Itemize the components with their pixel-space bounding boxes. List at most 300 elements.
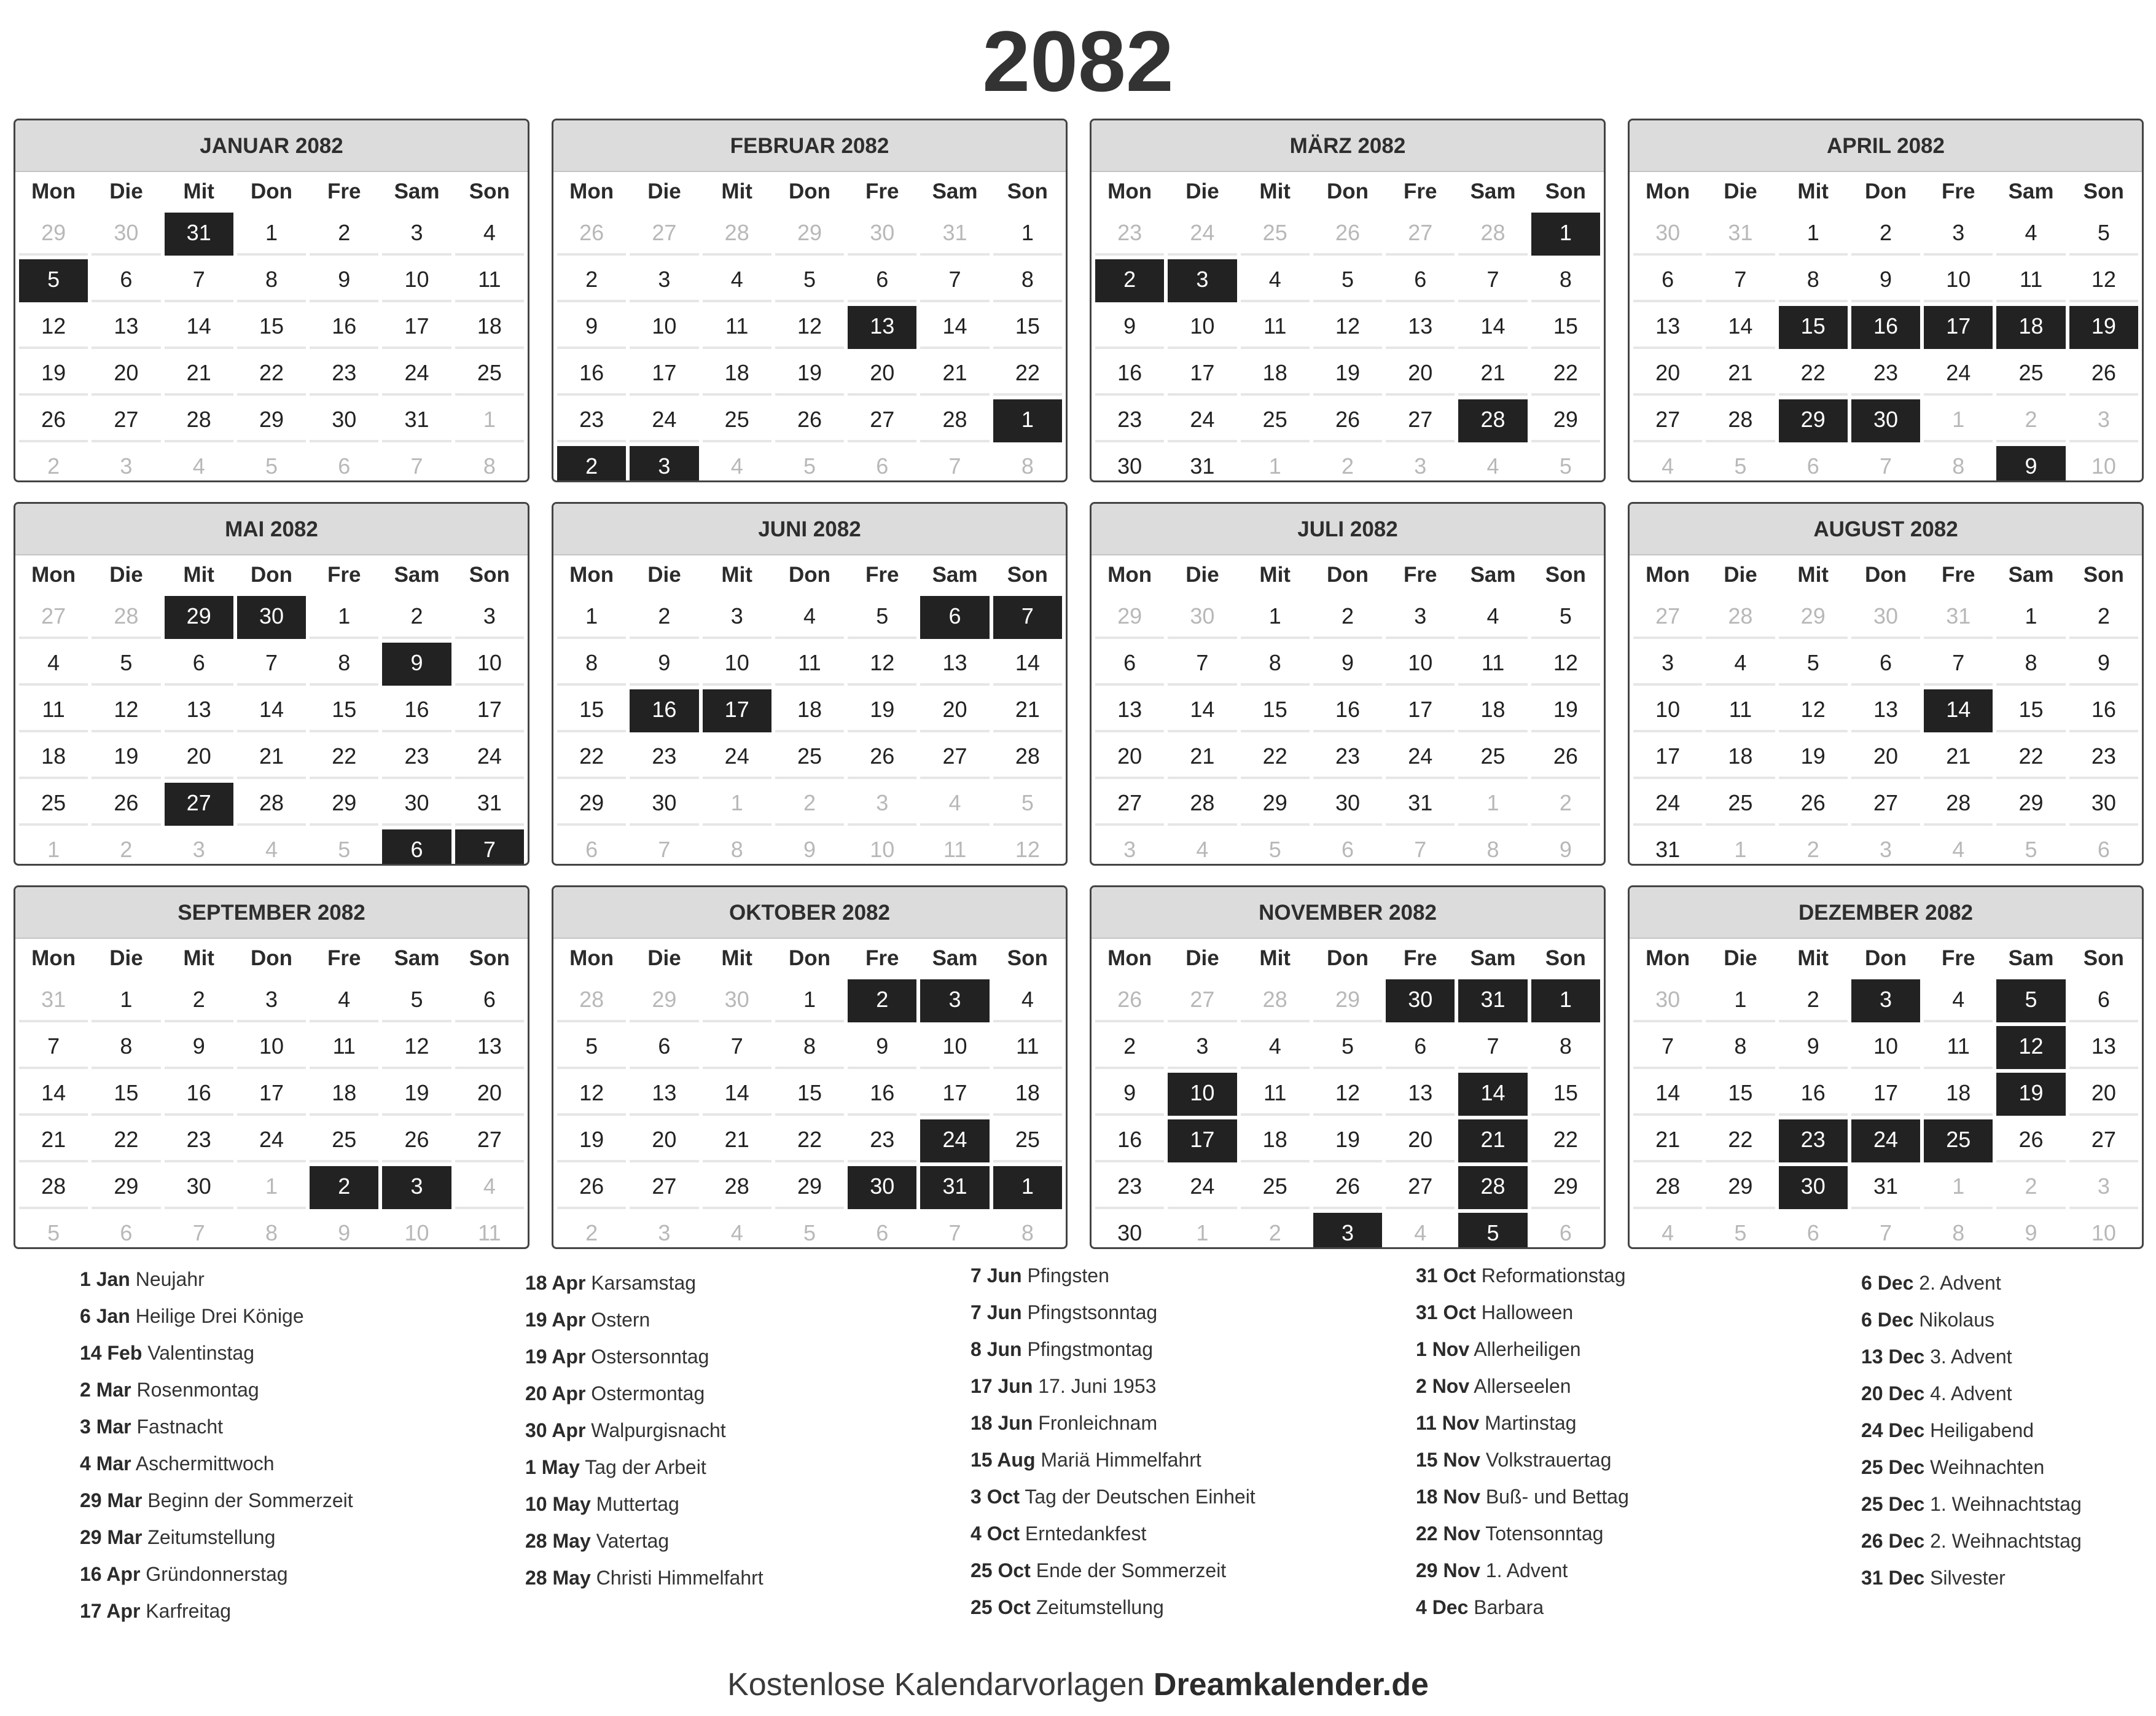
day-cell[interactable]: 10 <box>455 643 524 686</box>
day-cell[interactable]: 7 <box>1458 1026 1527 1069</box>
day-cell[interactable]: 2 <box>310 213 378 256</box>
day-cell-outside[interactable]: 4 <box>237 829 306 866</box>
day-cell-outside[interactable]: 30 <box>92 213 160 256</box>
day-cell[interactable]: 30 <box>382 783 451 826</box>
day-cell[interactable]: 25 <box>775 736 844 779</box>
day-cell[interactable]: 8 <box>1996 643 2065 686</box>
day-cell[interactable]: 16 <box>310 306 378 349</box>
day-cell-outside[interactable]: 29 <box>1313 979 1382 1022</box>
day-cell-highlighted[interactable]: 9 <box>382 643 451 686</box>
day-cell[interactable]: 27 <box>455 1119 524 1162</box>
day-cell[interactable]: 3 <box>1924 213 1993 256</box>
day-cell[interactable]: 10 <box>630 306 698 349</box>
day-cell[interactable]: 23 <box>310 353 378 396</box>
day-cell-outside[interactable]: 6 <box>310 446 378 482</box>
day-cell[interactable]: 22 <box>1779 353 1848 396</box>
day-cell[interactable]: 7 <box>19 1026 88 1069</box>
day-cell-outside[interactable]: 5 <box>1241 829 1310 866</box>
day-cell[interactable]: 10 <box>1851 1026 1920 1069</box>
day-cell[interactable]: 4 <box>1706 643 1775 686</box>
day-cell[interactable]: 26 <box>92 783 160 826</box>
day-cell[interactable]: 23 <box>630 736 698 779</box>
day-cell[interactable]: 18 <box>775 689 844 732</box>
day-cell[interactable]: 16 <box>1095 353 1164 396</box>
day-cell-highlighted[interactable]: 5 <box>1996 979 2065 1022</box>
day-cell[interactable]: 21 <box>1924 736 1993 779</box>
day-cell-outside[interactable]: 30 <box>1168 596 1236 639</box>
day-cell-highlighted[interactable]: 17 <box>703 689 771 732</box>
day-cell-outside[interactable]: 3 <box>165 829 233 866</box>
day-cell[interactable]: 22 <box>237 353 306 396</box>
day-cell-outside[interactable]: 8 <box>993 446 1062 482</box>
day-cell[interactable]: 1 <box>993 213 1062 256</box>
day-cell[interactable]: 21 <box>19 1119 88 1162</box>
day-cell[interactable]: 21 <box>165 353 233 396</box>
day-cell[interactable]: 17 <box>382 306 451 349</box>
day-cell[interactable]: 11 <box>1924 1026 1993 1069</box>
day-cell-highlighted[interactable]: 6 <box>920 596 989 639</box>
day-cell-highlighted[interactable]: 19 <box>2069 306 2138 349</box>
day-cell[interactable]: 12 <box>19 306 88 349</box>
day-cell[interactable]: 12 <box>775 306 844 349</box>
day-cell[interactable]: 5 <box>1779 643 1848 686</box>
day-cell-outside[interactable]: 27 <box>1168 979 1236 1022</box>
day-cell[interactable]: 21 <box>1458 353 1527 396</box>
day-cell[interactable]: 12 <box>382 1026 451 1069</box>
day-cell[interactable]: 1 <box>557 596 626 639</box>
day-cell-outside[interactable]: 9 <box>1996 1213 2065 1249</box>
day-cell[interactable]: 5 <box>557 1026 626 1069</box>
day-cell[interactable]: 17 <box>1633 736 1702 779</box>
day-cell[interactable]: 14 <box>1633 1073 1702 1116</box>
day-cell[interactable]: 22 <box>1996 736 2065 779</box>
day-cell[interactable]: 31 <box>455 783 524 826</box>
day-cell[interactable]: 21 <box>237 736 306 779</box>
day-cell[interactable]: 30 <box>630 783 698 826</box>
day-cell[interactable]: 9 <box>165 1026 233 1069</box>
day-cell[interactable]: 9 <box>1779 1026 1848 1069</box>
day-cell-outside[interactable]: 10 <box>848 829 916 866</box>
day-cell[interactable]: 27 <box>920 736 989 779</box>
day-cell[interactable]: 23 <box>848 1119 916 1162</box>
day-cell-outside[interactable]: 7 <box>1386 829 1455 866</box>
day-cell-outside[interactable]: 29 <box>19 213 88 256</box>
day-cell[interactable]: 28 <box>19 1166 88 1209</box>
day-cell[interactable]: 12 <box>1531 643 1600 686</box>
day-cell-outside[interactable]: 6 <box>557 829 626 866</box>
day-cell[interactable]: 20 <box>630 1119 698 1162</box>
day-cell[interactable]: 28 <box>1633 1166 1702 1209</box>
day-cell[interactable]: 9 <box>557 306 626 349</box>
day-cell[interactable]: 11 <box>1241 1073 1310 1116</box>
day-cell[interactable]: 11 <box>455 259 524 302</box>
day-cell[interactable]: 25 <box>1241 399 1310 442</box>
day-cell-outside[interactable]: 29 <box>775 213 844 256</box>
day-cell-outside[interactable]: 27 <box>19 596 88 639</box>
day-cell[interactable]: 24 <box>237 1119 306 1162</box>
day-cell[interactable]: 15 <box>557 689 626 732</box>
day-cell[interactable]: 25 <box>1241 1166 1310 1209</box>
day-cell[interactable]: 13 <box>1851 689 1920 732</box>
day-cell[interactable]: 8 <box>1779 259 1848 302</box>
day-cell[interactable]: 1 <box>1706 979 1775 1022</box>
day-cell-highlighted[interactable]: 31 <box>1458 979 1527 1022</box>
day-cell[interactable]: 9 <box>1095 306 1164 349</box>
day-cell[interactable]: 26 <box>557 1166 626 1209</box>
day-cell-outside[interactable]: 5 <box>1996 829 2065 866</box>
day-cell[interactable]: 27 <box>1633 399 1702 442</box>
day-cell[interactable]: 16 <box>1779 1073 1848 1116</box>
day-cell[interactable]: 8 <box>775 1026 844 1069</box>
day-cell[interactable]: 14 <box>1168 689 1236 732</box>
day-cell-highlighted[interactable]: 30 <box>1851 399 1920 442</box>
day-cell[interactable]: 10 <box>920 1026 989 1069</box>
day-cell[interactable]: 1 <box>1779 213 1848 256</box>
day-cell-outside[interactable]: 12 <box>993 829 1062 866</box>
day-cell[interactable]: 14 <box>1458 306 1527 349</box>
day-cell[interactable]: 25 <box>310 1119 378 1162</box>
day-cell[interactable]: 11 <box>703 306 771 349</box>
day-cell-outside[interactable]: 4 <box>1924 829 1993 866</box>
day-cell[interactable]: 4 <box>1241 1026 1310 1069</box>
day-cell[interactable]: 30 <box>1095 446 1164 482</box>
day-cell-outside[interactable]: 5 <box>1706 1213 1775 1249</box>
day-cell[interactable]: 2 <box>165 979 233 1022</box>
day-cell-outside[interactable]: 4 <box>1386 1213 1455 1249</box>
day-cell[interactable]: 12 <box>557 1073 626 1116</box>
day-cell[interactable]: 15 <box>1241 689 1310 732</box>
day-cell[interactable]: 30 <box>165 1166 233 1209</box>
day-cell[interactable]: 29 <box>1706 1166 1775 1209</box>
day-cell-outside[interactable]: 3 <box>848 783 916 826</box>
day-cell[interactable]: 25 <box>1706 783 1775 826</box>
day-cell[interactable]: 2 <box>1095 1026 1164 1069</box>
day-cell-outside[interactable]: 5 <box>19 1213 88 1249</box>
day-cell-outside[interactable]: 3 <box>1851 829 1920 866</box>
day-cell-outside[interactable]: 7 <box>630 829 698 866</box>
day-cell-outside[interactable]: 7 <box>1851 446 1920 482</box>
day-cell[interactable]: 25 <box>1996 353 2065 396</box>
day-cell[interactable]: 17 <box>1851 1073 1920 1116</box>
day-cell[interactable]: 24 <box>703 736 771 779</box>
day-cell-outside[interactable]: 31 <box>19 979 88 1022</box>
day-cell-outside[interactable]: 4 <box>1633 446 1702 482</box>
day-cell[interactable]: 7 <box>1168 643 1236 686</box>
day-cell[interactable]: 17 <box>237 1073 306 1116</box>
day-cell[interactable]: 11 <box>1241 306 1310 349</box>
day-cell[interactable]: 25 <box>19 783 88 826</box>
day-cell[interactable]: 25 <box>455 353 524 396</box>
day-cell[interactable]: 28 <box>993 736 1062 779</box>
day-cell[interactable]: 19 <box>382 1073 451 1116</box>
day-cell[interactable]: 24 <box>1386 736 1455 779</box>
day-cell[interactable]: 22 <box>1531 353 1600 396</box>
day-cell[interactable]: 4 <box>1924 979 1993 1022</box>
day-cell[interactable]: 18 <box>1458 689 1527 732</box>
day-cell-highlighted[interactable]: 17 <box>1168 1119 1236 1162</box>
day-cell[interactable]: 19 <box>1531 689 1600 732</box>
day-cell[interactable]: 1 <box>310 596 378 639</box>
day-cell[interactable]: 27 <box>630 1166 698 1209</box>
day-cell[interactable]: 5 <box>2069 213 2138 256</box>
day-cell[interactable]: 4 <box>1458 596 1527 639</box>
day-cell[interactable]: 23 <box>1095 1166 1164 1209</box>
day-cell-outside[interactable]: 5 <box>310 829 378 866</box>
day-cell-highlighted[interactable]: 31 <box>165 213 233 256</box>
day-cell[interactable]: 24 <box>1168 1166 1236 1209</box>
day-cell[interactable]: 4 <box>775 596 844 639</box>
day-cell[interactable]: 10 <box>237 1026 306 1069</box>
day-cell-outside[interactable]: 9 <box>310 1213 378 1249</box>
day-cell[interactable]: 23 <box>1095 399 1164 442</box>
day-cell[interactable]: 10 <box>1924 259 1993 302</box>
day-cell-outside[interactable]: 1 <box>1924 1166 1993 1209</box>
day-cell-highlighted[interactable]: 1 <box>1531 213 1600 256</box>
day-cell-outside[interactable]: 6 <box>848 1213 916 1249</box>
day-cell[interactable]: 16 <box>165 1073 233 1116</box>
day-cell[interactable]: 30 <box>310 399 378 442</box>
day-cell[interactable]: 15 <box>775 1073 844 1116</box>
day-cell-outside[interactable]: 5 <box>237 446 306 482</box>
day-cell-outside[interactable]: 30 <box>1633 979 1702 1022</box>
day-cell-highlighted[interactable]: 9 <box>1996 446 2065 482</box>
day-cell[interactable]: 22 <box>1706 1119 1775 1162</box>
day-cell-outside[interactable]: 11 <box>920 829 989 866</box>
day-cell-highlighted[interactable]: 1 <box>993 399 1062 442</box>
day-cell[interactable]: 11 <box>1458 643 1527 686</box>
day-cell-highlighted[interactable]: 18 <box>1996 306 2065 349</box>
day-cell[interactable]: 27 <box>2069 1119 2138 1162</box>
footer-brand[interactable]: Dreamkalender.de <box>1153 1667 1429 1702</box>
day-cell-highlighted[interactable]: 19 <box>1996 1073 2065 1116</box>
day-cell[interactable]: 17 <box>920 1073 989 1116</box>
day-cell[interactable]: 23 <box>557 399 626 442</box>
day-cell-outside[interactable]: 7 <box>382 446 451 482</box>
day-cell[interactable]: 15 <box>237 306 306 349</box>
day-cell-outside[interactable]: 2 <box>557 1213 626 1249</box>
day-cell[interactable]: 26 <box>1531 736 1600 779</box>
day-cell[interactable]: 29 <box>1996 783 2065 826</box>
day-cell-outside[interactable]: 2 <box>1779 829 1848 866</box>
day-cell-highlighted[interactable]: 10 <box>1168 1073 1236 1116</box>
day-cell-outside[interactable]: 2 <box>1996 399 2065 442</box>
day-cell[interactable]: 21 <box>1706 353 1775 396</box>
day-cell[interactable]: 27 <box>1386 399 1455 442</box>
day-cell-highlighted[interactable]: 30 <box>848 1166 916 1209</box>
day-cell[interactable]: 26 <box>848 736 916 779</box>
day-cell[interactable]: 22 <box>775 1119 844 1162</box>
day-cell[interactable]: 29 <box>310 783 378 826</box>
day-cell[interactable]: 15 <box>310 689 378 732</box>
day-cell-highlighted[interactable]: 28 <box>1458 399 1527 442</box>
day-cell-highlighted[interactable]: 3 <box>382 1166 451 1209</box>
day-cell[interactable]: 15 <box>993 306 1062 349</box>
day-cell[interactable]: 17 <box>455 689 524 732</box>
day-cell[interactable]: 5 <box>848 596 916 639</box>
day-cell-outside[interactable]: 27 <box>1633 596 1702 639</box>
day-cell-highlighted[interactable]: 6 <box>382 829 451 866</box>
day-cell-outside[interactable]: 8 <box>1924 446 1993 482</box>
day-cell[interactable]: 25 <box>703 399 771 442</box>
day-cell[interactable]: 15 <box>1996 689 2065 732</box>
day-cell[interactable]: 18 <box>1924 1073 1993 1116</box>
day-cell-outside[interactable]: 10 <box>2069 1213 2138 1249</box>
day-cell[interactable]: 20 <box>1386 353 1455 396</box>
day-cell[interactable]: 27 <box>92 399 160 442</box>
day-cell[interactable]: 17 <box>1168 353 1236 396</box>
day-cell-highlighted[interactable]: 21 <box>1458 1119 1527 1162</box>
day-cell[interactable]: 2 <box>557 259 626 302</box>
day-cell-outside[interactable]: 27 <box>630 213 698 256</box>
day-cell-outside[interactable]: 4 <box>455 1166 524 1209</box>
day-cell-outside[interactable]: 24 <box>1168 213 1236 256</box>
day-cell[interactable]: 23 <box>1313 736 1382 779</box>
day-cell[interactable]: 26 <box>1996 1119 2065 1162</box>
day-cell-outside[interactable]: 2 <box>1241 1213 1310 1249</box>
day-cell[interactable]: 1 <box>775 979 844 1022</box>
day-cell[interactable]: 19 <box>557 1119 626 1162</box>
day-cell[interactable]: 3 <box>382 213 451 256</box>
day-cell[interactable]: 26 <box>19 399 88 442</box>
day-cell-outside[interactable]: 6 <box>1779 1213 1848 1249</box>
day-cell[interactable]: 24 <box>1168 399 1236 442</box>
day-cell-outside[interactable]: 30 <box>1633 213 1702 256</box>
day-cell-outside[interactable]: 3 <box>92 446 160 482</box>
day-cell[interactable]: 1 <box>92 979 160 1022</box>
day-cell[interactable]: 20 <box>2069 1073 2138 1116</box>
day-cell-outside[interactable]: 8 <box>703 829 771 866</box>
day-cell[interactable]: 13 <box>1386 1073 1455 1116</box>
day-cell[interactable]: 12 <box>1779 689 1848 732</box>
day-cell[interactable]: 8 <box>310 643 378 686</box>
day-cell[interactable]: 31 <box>1168 446 1236 482</box>
day-cell[interactable]: 29 <box>1531 1166 1600 1209</box>
day-cell[interactable]: 27 <box>1851 783 1920 826</box>
day-cell[interactable]: 6 <box>1095 643 1164 686</box>
day-cell[interactable]: 13 <box>1386 306 1455 349</box>
day-cell-highlighted[interactable]: 3 <box>1168 259 1236 302</box>
day-cell[interactable]: 14 <box>237 689 306 732</box>
day-cell-highlighted[interactable]: 2 <box>557 446 626 482</box>
day-cell[interactable]: 9 <box>2069 643 2138 686</box>
day-cell-highlighted[interactable]: 30 <box>1779 1166 1848 1209</box>
day-cell[interactable]: 21 <box>1168 736 1236 779</box>
day-cell[interactable]: 16 <box>848 1073 916 1116</box>
day-cell[interactable]: 28 <box>165 399 233 442</box>
day-cell[interactable]: 18 <box>310 1073 378 1116</box>
day-cell[interactable]: 19 <box>1313 1119 1382 1162</box>
day-cell-outside[interactable]: 4 <box>703 446 771 482</box>
day-cell-highlighted[interactable]: 30 <box>237 596 306 639</box>
day-cell-highlighted[interactable]: 3 <box>1851 979 1920 1022</box>
day-cell-highlighted[interactable]: 24 <box>920 1119 989 1162</box>
day-cell[interactable]: 3 <box>237 979 306 1022</box>
day-cell[interactable]: 3 <box>1386 596 1455 639</box>
day-cell-outside[interactable]: 5 <box>775 1213 844 1249</box>
day-cell[interactable]: 2 <box>1851 213 1920 256</box>
day-cell-outside[interactable]: 2 <box>19 446 88 482</box>
day-cell[interactable]: 17 <box>630 353 698 396</box>
day-cell-outside[interactable]: 6 <box>1779 446 1848 482</box>
day-cell[interactable]: 3 <box>703 596 771 639</box>
day-cell[interactable]: 10 <box>1633 689 1702 732</box>
day-cell[interactable]: 5 <box>92 643 160 686</box>
day-cell[interactable]: 29 <box>92 1166 160 1209</box>
day-cell[interactable]: 13 <box>1633 306 1702 349</box>
day-cell[interactable]: 2 <box>1313 596 1382 639</box>
day-cell[interactable]: 19 <box>1779 736 1848 779</box>
day-cell[interactable]: 4 <box>310 979 378 1022</box>
day-cell-outside[interactable]: 1 <box>237 1166 306 1209</box>
day-cell-outside[interactable]: 6 <box>92 1213 160 1249</box>
day-cell-highlighted[interactable]: 7 <box>455 829 524 866</box>
day-cell[interactable]: 19 <box>775 353 844 396</box>
day-cell[interactable]: 20 <box>1851 736 1920 779</box>
day-cell[interactable]: 11 <box>993 1026 1062 1069</box>
day-cell[interactable]: 20 <box>1095 736 1164 779</box>
day-cell-outside[interactable]: 8 <box>1458 829 1527 866</box>
day-cell[interactable]: 20 <box>455 1073 524 1116</box>
day-cell[interactable]: 26 <box>382 1119 451 1162</box>
day-cell[interactable]: 8 <box>92 1026 160 1069</box>
day-cell[interactable]: 28 <box>703 1166 771 1209</box>
day-cell-outside[interactable]: 8 <box>993 1213 1062 1249</box>
day-cell[interactable]: 26 <box>2069 353 2138 396</box>
day-cell[interactable]: 30 <box>2069 783 2138 826</box>
day-cell-outside[interactable]: 10 <box>382 1213 451 1249</box>
day-cell[interactable]: 20 <box>92 353 160 396</box>
day-cell-outside[interactable]: 1 <box>455 399 524 442</box>
day-cell-outside[interactable]: 1 <box>1924 399 1993 442</box>
day-cell[interactable]: 21 <box>993 689 1062 732</box>
day-cell[interactable]: 8 <box>1241 643 1310 686</box>
day-cell[interactable]: 22 <box>92 1119 160 1162</box>
day-cell-outside[interactable]: 1 <box>1168 1213 1236 1249</box>
day-cell-outside[interactable]: 25 <box>1241 213 1310 256</box>
day-cell[interactable]: 4 <box>19 643 88 686</box>
day-cell[interactable]: 4 <box>703 259 771 302</box>
day-cell-outside[interactable]: 28 <box>1458 213 1527 256</box>
day-cell[interactable]: 29 <box>237 399 306 442</box>
day-cell[interactable]: 10 <box>382 259 451 302</box>
day-cell-outside[interactable]: 2 <box>1313 446 1382 482</box>
day-cell[interactable]: 28 <box>920 399 989 442</box>
day-cell[interactable]: 6 <box>1851 643 1920 686</box>
day-cell-outside[interactable]: 29 <box>630 979 698 1022</box>
day-cell[interactable]: 16 <box>557 353 626 396</box>
day-cell-outside[interactable]: 26 <box>557 213 626 256</box>
day-cell[interactable]: 12 <box>1313 1073 1382 1116</box>
day-cell-highlighted[interactable]: 1 <box>1531 979 1600 1022</box>
day-cell-outside[interactable]: 29 <box>1095 596 1164 639</box>
day-cell-outside[interactable]: 5 <box>993 783 1062 826</box>
day-cell-outside[interactable]: 28 <box>703 213 771 256</box>
day-cell-highlighted[interactable]: 3 <box>1313 1213 1382 1249</box>
day-cell-outside[interactable]: 1 <box>1458 783 1527 826</box>
day-cell-highlighted[interactable]: 2 <box>1095 259 1164 302</box>
day-cell[interactable]: 11 <box>310 1026 378 1069</box>
day-cell-outside[interactable]: 31 <box>1706 213 1775 256</box>
day-cell[interactable]: 2 <box>382 596 451 639</box>
day-cell[interactable]: 8 <box>1531 1026 1600 1069</box>
day-cell-outside[interactable]: 5 <box>775 446 844 482</box>
day-cell[interactable]: 19 <box>19 353 88 396</box>
day-cell-outside[interactable]: 1 <box>19 829 88 866</box>
day-cell[interactable]: 16 <box>382 689 451 732</box>
day-cell[interactable]: 26 <box>1779 783 1848 826</box>
day-cell-outside[interactable]: 5 <box>1531 446 1600 482</box>
day-cell[interactable]: 2 <box>2069 596 2138 639</box>
